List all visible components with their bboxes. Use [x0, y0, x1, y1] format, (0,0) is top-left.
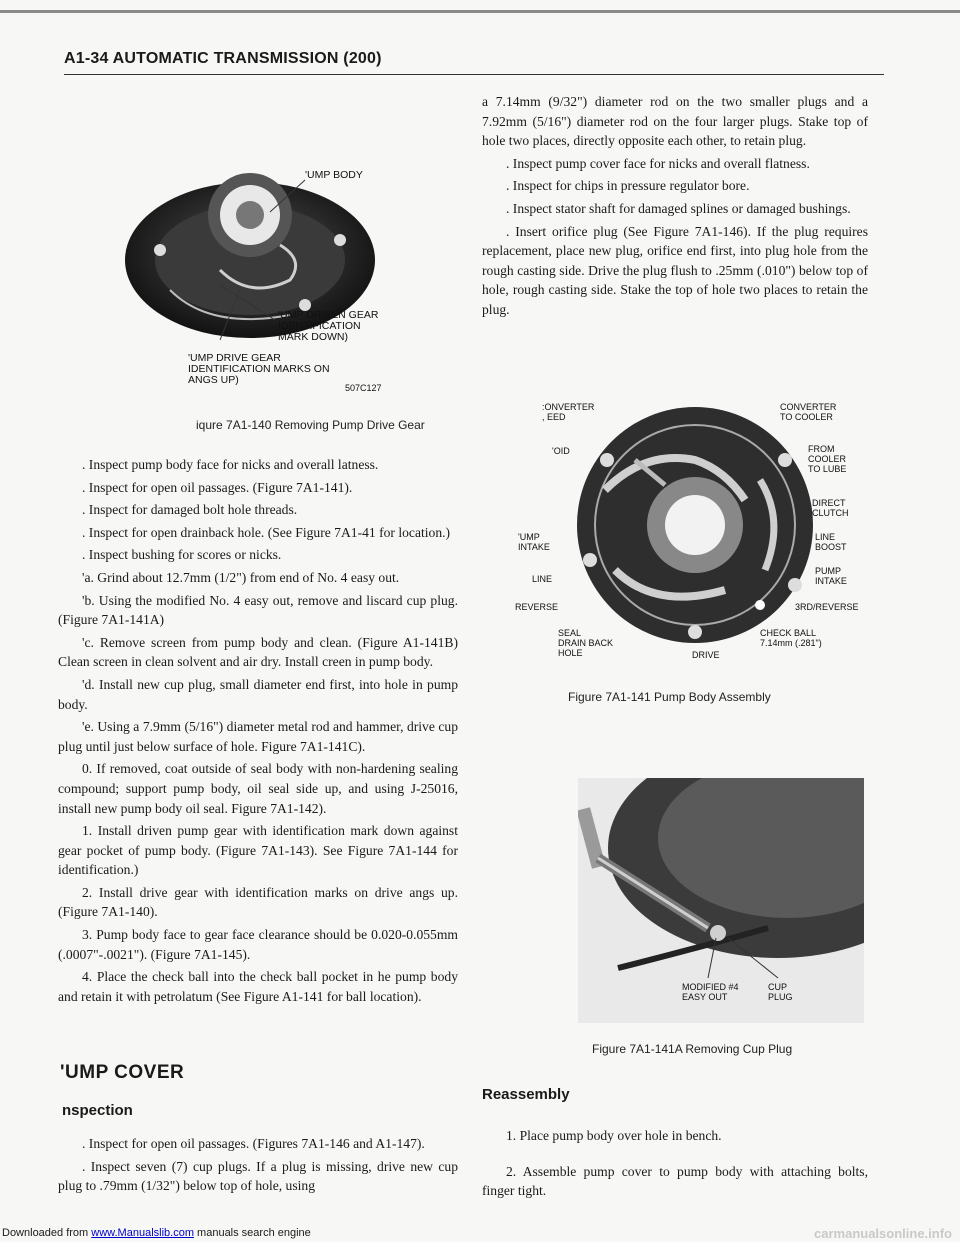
page-header: A1-34 AUTOMATIC TRANSMISSION (200): [64, 50, 382, 67]
label-3rd-reverse: 3RD/REVERSE: [795, 602, 859, 612]
label-drive: DRIVE: [692, 650, 720, 660]
reassembly-step: 1. Place pump body over hole in bench.: [506, 1128, 722, 1143]
footer-text: [2, 1227, 311, 1239]
reassembly-steps: [482, 1126, 868, 1204]
paragraph: 'e. Using a 7.9mm (5/16") diameter metal rod and hammer, drive cup plug until just below surface of hole. Figure 7A1-141C).: [58, 719, 458, 754]
label-converter-feed: :ONVERTER , EED: [542, 402, 595, 422]
paragraph: 4. Place the check ball into the check ball pocket in he pump body and retain it with petrolatum (See Figure A1-141 for ball location).: [58, 969, 458, 1004]
figure1-caption: iqure 7A1-140 Removing Pump Drive Gear: [196, 418, 425, 432]
paragraph: 0. If removed, coat outside of seal body with non-hardening sealing compound; support pump body, oil seal side up, and using J-25016, install new pump body oil seal. Figure 7A1-142).: [58, 761, 458, 816]
paragraph: . Inspect pump cover face for nicks and overall flatness.: [506, 155, 810, 171]
figure-pump-drive-gear-photo: [100, 120, 430, 390]
download-footer: [0, 1226, 960, 1242]
paragraph: 'b. Using the modified No. 4 easy out, remove and liscard cup plug. (Figure 7A1-141A): [58, 592, 458, 628]
paragraph: 3. Pump body face to gear face clearance should be 0.020-0.055mm (.0007"-.0021"). (Figure 7A1-145).: [58, 927, 458, 962]
paragraph: . Inspect for damaged bolt hole threads.: [82, 502, 298, 518]
label-from-cooler-to-lube: FROM COOLER TO LUBE: [808, 444, 847, 474]
label-cup-plug: CUP PLUG: [768, 982, 793, 1002]
label-line: LINE: [532, 574, 553, 584]
label-pump-intake-left: 'UMP INTAKE: [518, 532, 550, 552]
left-column: [58, 455, 458, 1009]
label-modified-easy-out: MODIFIED #4 EASY OUT: [682, 982, 739, 1002]
label-reverse: REVERSE: [515, 602, 559, 612]
subheading-inspection: nspection: [62, 1102, 133, 1119]
label-pump-body: 'UMP BODY: [305, 169, 363, 181]
paragraph: 2. Install drive gear with identification marks on drive angs up. (Figure 7A1-140).: [58, 884, 458, 920]
header-rule: [64, 74, 884, 75]
paragraph: . Inspect for open oil passages. (Figures 7A1-146 and A1-147).: [82, 1136, 425, 1151]
section-heading-pump-cover: 'UMP COVER: [60, 1062, 185, 1083]
paragraph: 'd. Install new cup plug, small diameter end first, into hole in pump body.: [58, 676, 458, 712]
paragraph: a 7.14mm (9/32") diameter rod on the two smaller plugs and a 7.92mm (5/16") diameter rod on the four larger plugs. Stake top of hole two places, directly opposite each other, to retain plug.: [482, 94, 868, 149]
paragraph: . Inspect stator shaft for damaged splines or damaged bushings.: [506, 200, 851, 216]
label-direct-clutch: DIRECT CLUTCH: [812, 498, 849, 518]
label-pump-intake-right: PUMP INTAKE: [815, 566, 847, 586]
figure2-caption: Figure 7A1-141 Pump Body Assembly: [568, 690, 771, 704]
label-seal-drain-back-hole: SEAL DRAIN BACK HOLE: [558, 628, 614, 658]
label-driven-gear: 'UMP DRIVEN GEAR IDENTIFICATION MARK DOWN): [278, 309, 379, 343]
label-check-ball: CHECK BALL 7.14mm (.281"): [760, 628, 822, 648]
footer-prefix: Downloaded from: [2, 1227, 89, 1239]
watermark: carmanualsonline.info: [814, 1226, 952, 1241]
manualslib-link[interactable]: www.Manualslib.com: [91, 1227, 194, 1239]
paragraph: . Inspect bushing for scores or nicks.: [82, 547, 282, 563]
label-converter-to-cooler: CONVERTER TO COOLER: [780, 402, 837, 422]
reassembly-step: 2. Assemble pump cover to pump body with attaching bolts, finger tight.: [482, 1163, 868, 1199]
paragraph: . Inspect pump body face for nicks and overall latness.: [82, 457, 379, 472]
section-heading-reassembly: Reassembly: [482, 1086, 570, 1103]
figure3-caption: Figure 7A1-141A Removing Cup Plug: [592, 1042, 793, 1056]
paragraph: 'c. Remove screen from pump body and clean. (Figure A1-141B) Clean screen in clean solvent and air dry. Install creen in pump body.: [58, 634, 458, 670]
label-drive-gear: 'UMP DRIVE GEAR IDENTIFICATION MARKS ON ANGS UP): [188, 352, 330, 386]
label-line-boost: LINE BOOST: [815, 532, 847, 552]
footer-suffix: manuals search engine: [197, 1227, 311, 1239]
paragraph: 'a. Grind about 12.7mm (1/2") from end of No. 4 easy out.: [82, 569, 400, 585]
paragraph: 1. Install driven pump gear with identification mark down against gear pocket of pump body. (Figure 7A1-143). See Figure 7A1-144 for identification.): [58, 823, 458, 878]
paragraph: . Inspect seven (7) cup plugs. If a plug is missing, drive new cup plug to .79mm (1/32") below top of hole, using: [58, 1158, 458, 1194]
label-void: 'OID: [552, 446, 570, 456]
paragraph: . Insert orifice plug (See Figure 7A1-146). If the plug requires replacement, place new plug, orifice end first, into plug hole from the rough casting side. Drive the plug flush to .25mm (.010") below top of hole, rough casting side. Stake the top of hole two places to retain the plug.: [482, 223, 868, 317]
pump-cover-text: [58, 1134, 458, 1199]
paragraph: . Inspect for open oil passages. (Figure 7A1-141).: [82, 479, 353, 495]
figure1-code: 507C127: [345, 383, 382, 393]
paragraph: . Inspect for chips in pressure regulator bore.: [506, 178, 750, 194]
top-scan-bar: [0, 10, 960, 13]
right-column: [482, 92, 868, 323]
paragraph: . Inspect for open drainback hole. (See Figure 7A1-41 for location.): [82, 524, 451, 540]
